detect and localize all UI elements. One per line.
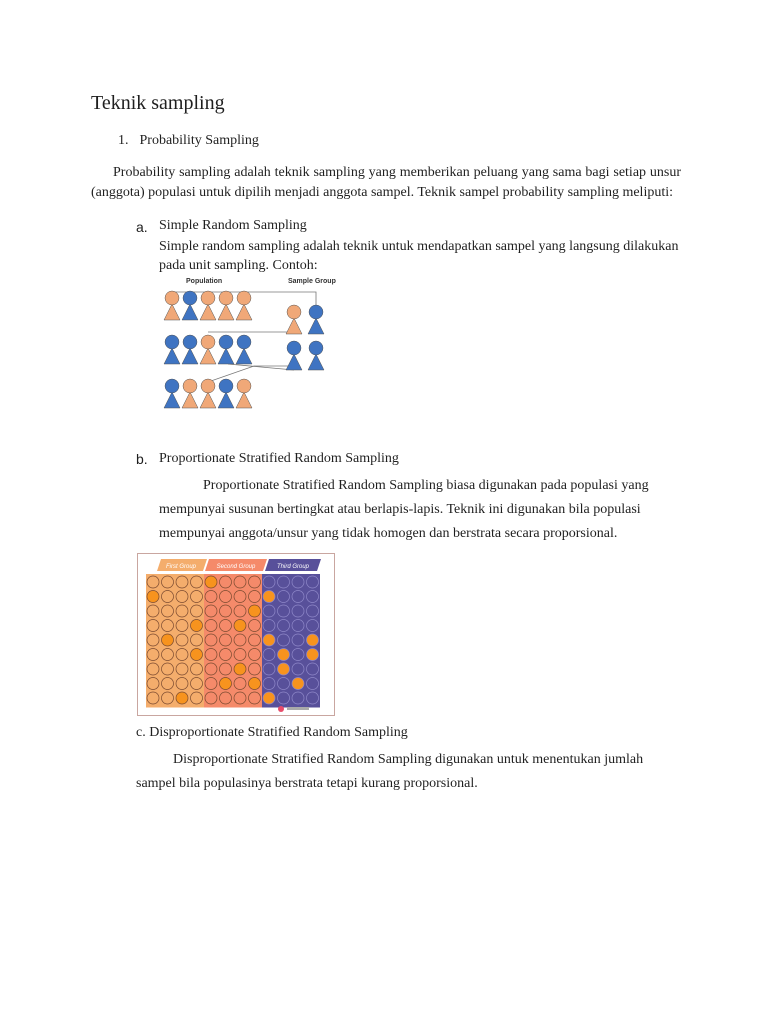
person-icon [182,291,198,320]
simple-random-diagram [158,274,354,420]
sampled-circle [191,649,203,661]
sampled-circle [292,678,304,690]
sampled-circle [147,591,159,603]
section-heading-probability [118,133,259,149]
person-icon [164,335,180,364]
person-icon [286,305,302,334]
subheading-simple-random: Simple Random Sampling [159,218,307,233]
sampled-circle [307,634,319,646]
sampled-circle [263,634,275,646]
stratified-figure [137,553,335,716]
sampled-circle [278,663,290,675]
sampled-circle [278,649,290,661]
person-icon [308,341,324,370]
proportionate-description: Proportionate Stratified Random Sampling biasa digunakan pada populasi yang mempunyai susunan bertingkat atau berlapis-lapis. Teknik ini digunakan bila populasi mempunyai anggota/unsur yang tidak homogen dan berstrata secara proporsional. [159,478,649,541]
sampled-circle [234,620,246,632]
simple-random-description: Simple random sampling adalah teknik untuk mendapatkan sampel yang langsung dilakukan pada unit sampling. Contoh: [159,239,679,273]
population-label: Population [186,278,223,285]
sampled-circle [205,576,217,588]
person-icon [236,291,252,320]
group-tabs [157,559,321,571]
sampled-circle [191,620,203,632]
section-number: 1. [118,133,129,148]
stratified-diagram [137,553,335,716]
intro-paragraph: Probability sampling adalah teknik sampling yang memberikan peluang yang sama bagi setiap unsur (anggota) populasi untuk dipilih menjadi anggota sampel. Teknik sampel probability sampling meliputi: [91,165,681,200]
person-icon [200,335,216,364]
people-group [164,291,324,408]
person-icon [236,379,252,408]
sampled-circle [249,678,261,690]
subheading-proportionate: Proportionate Stratified Random Sampling [159,451,399,466]
sampled-circle [176,692,188,704]
sampled-circle [249,605,261,617]
person-icon [182,379,198,408]
person-icon [218,291,234,320]
person-icon [218,335,234,364]
list-marker-b: b. [136,451,148,467]
sampled-circle [220,678,232,690]
section-label: Probability Sampling [139,133,259,148]
person-icon [236,335,252,364]
person-icon [200,291,216,320]
tab-third-group-label: Third Group [276,564,310,570]
person-icon [164,291,180,320]
list-marker-a: a. [136,219,148,235]
tab-first-group-label: First Group [165,564,197,570]
person-icon [164,379,180,408]
subheading-disproportionate: c. Disproportionate Stratified Random Sampling [136,725,408,740]
sampled-circle [162,634,174,646]
person-icon [286,341,302,370]
tab-second-group-label: Second Group [216,564,256,570]
disproportionate-description: Disproportionate Stratified Random Sampling digunakan untuk menentukan jumlah sampel bila populasinya berstrata tetapi kurang proporsional. [136,752,644,791]
sampled-circle [263,591,275,603]
person-icon [308,305,324,334]
person-icon [218,379,234,408]
sampled-circle [307,649,319,661]
page-title: Teknik sampling [91,92,225,114]
person-icon [200,379,216,408]
sample-group-label: Sample Group [288,278,336,285]
simple-random-figure [158,274,354,420]
person-icon [182,335,198,364]
sampled-circle [263,692,275,704]
sampled-circle [234,663,246,675]
